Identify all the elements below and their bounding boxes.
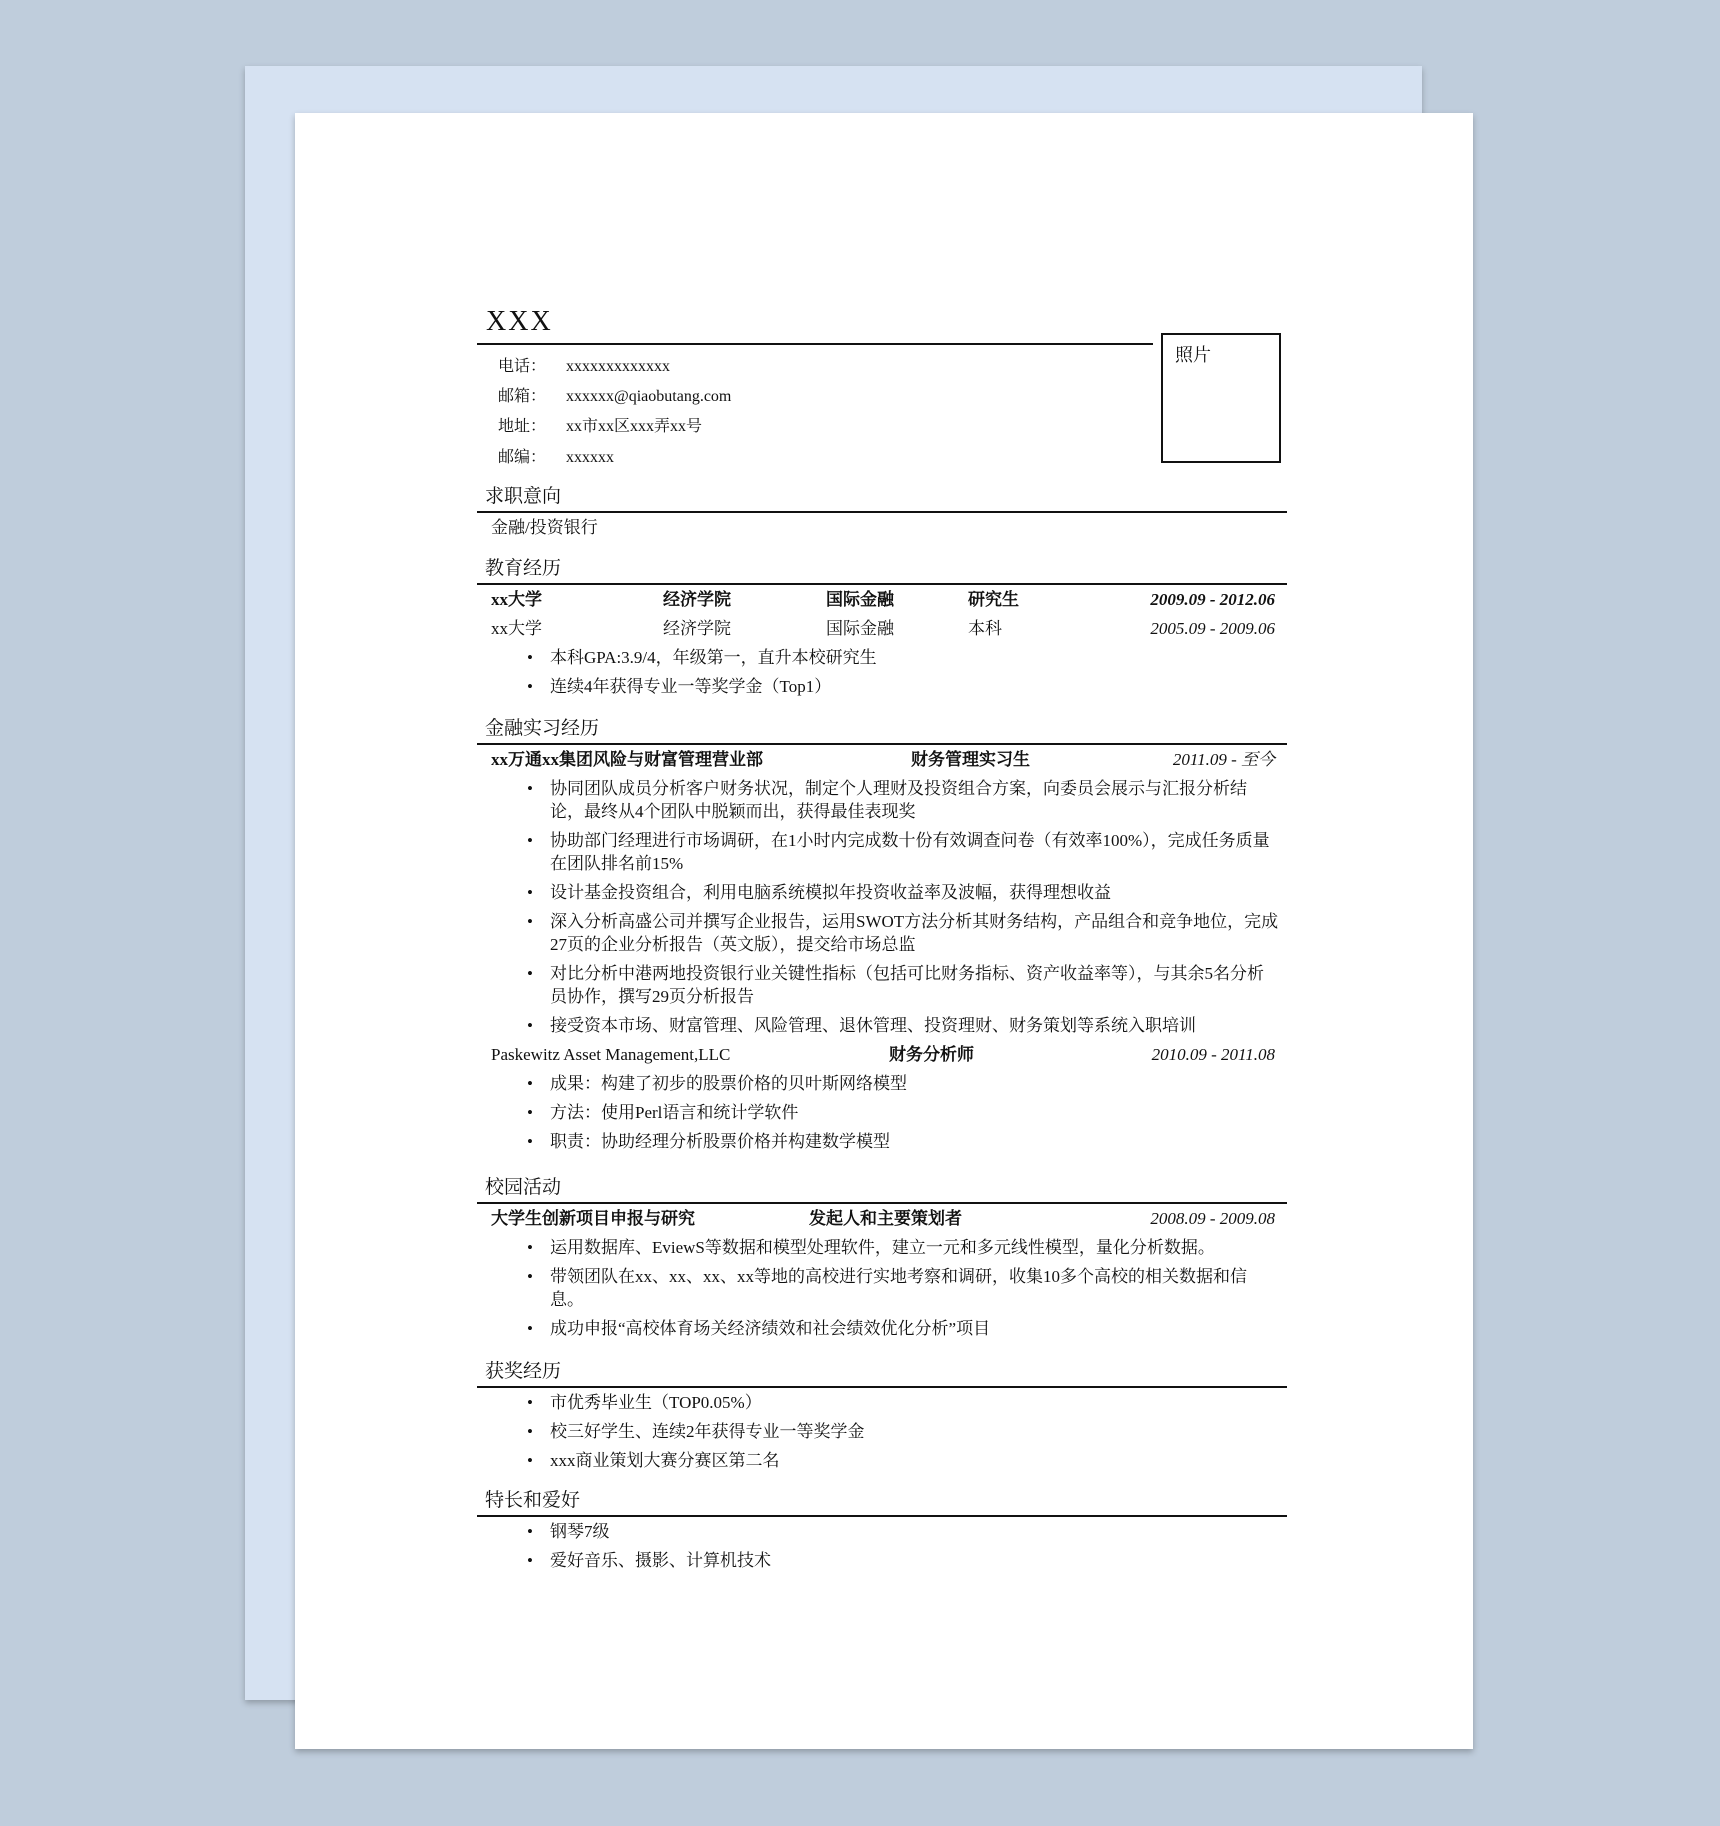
- list-item: [477, 1388, 1287, 1417]
- contact-label: 邮箱：: [498, 388, 547, 405]
- contact-value: xxxxxx: [566, 449, 614, 466]
- list-item: [477, 1517, 1287, 1546]
- item-text: 设计基金投资组合，利用电脑系统模拟年投资收益率及波幅，获得理想收益: [550, 883, 1111, 902]
- item-text: 方法：使用Perl语言和统计学软件: [550, 1103, 799, 1122]
- bullet-icon: •: [527, 1451, 533, 1470]
- list-item: [477, 672, 1287, 701]
- section-internships: [477, 714, 1287, 1156]
- contact-value: xx市xx区xxx弄xx号: [566, 418, 703, 435]
- date: 2011.09 - 至今: [1172, 750, 1275, 769]
- role: 发起人和主要策划者: [809, 1209, 962, 1228]
- list-item: [477, 878, 1287, 907]
- section-objective: [477, 482, 1287, 542]
- company: Paskewitz Asset Management,LLC: [491, 1045, 731, 1064]
- list-item: [477, 1262, 1287, 1314]
- degree: 研究生: [968, 590, 1019, 609]
- bullet-icon: •: [527, 1074, 533, 1093]
- contact-value: xxxxxx@qiaobutang.com: [566, 388, 732, 405]
- job-row: [477, 1040, 1287, 1069]
- job-row: [477, 745, 1287, 774]
- item-text: 职责：协助经理分析股票价格并构建数学模型: [550, 1132, 890, 1151]
- school: xx大学: [491, 590, 542, 609]
- bullet-icon: •: [527, 1422, 533, 1441]
- candidate-name: XXX: [486, 306, 553, 337]
- contact-label: 邮编：: [498, 449, 547, 466]
- section-heading: 金融实习经历: [477, 714, 1287, 745]
- section-heading: 获奖经历: [477, 1357, 1287, 1388]
- list-item: [477, 826, 1287, 878]
- section-heading: 特长和爱好: [477, 1486, 1287, 1517]
- bullet-icon: •: [527, 1319, 533, 1338]
- contact-zip: [498, 443, 614, 473]
- bullet-icon: •: [527, 1522, 533, 1541]
- college: 经济学院: [663, 590, 731, 609]
- item-text: 协同团队成员分析客户财务状况，制定个人理财及投资组合方案，向委员会展示与汇报分析结论，最终从4个团队中脱颖而出，获得最佳表现奖: [550, 779, 1247, 821]
- item-text: 爱好音乐、摄影、计算机技术: [550, 1551, 771, 1570]
- item-text: 成果：构建了初步的股票价格的贝叶斯网络模型: [550, 1074, 907, 1093]
- list-item: [477, 1098, 1287, 1127]
- job-bullets: [477, 774, 1287, 1040]
- date: 2005.09 - 2009.06: [1150, 619, 1275, 638]
- date: 2008.09 - 2009.08: [1150, 1209, 1275, 1228]
- list-item: [477, 1069, 1287, 1098]
- campus-bullets: [477, 1233, 1287, 1343]
- school: xx大学: [491, 619, 542, 638]
- list-item: [477, 643, 1287, 672]
- company: xx万通xx集团风险与财富管理营业部: [491, 750, 763, 769]
- college: 经济学院: [663, 619, 731, 638]
- item-text: 协助部门经理进行市场调研，在1小时内完成数十份有效调查问卷（有效率100%），完成任务质量在团队排名前15%: [550, 831, 1270, 873]
- item-text: 深入分析高盛公司并撰写企业报告，运用SWOT方法分析其财务结构，产品组合和竞争地位，完成27页的企业分析报告（英文版），提交给市场总监: [550, 912, 1279, 954]
- section-education: [477, 554, 1287, 701]
- bullet-icon: •: [527, 1132, 533, 1151]
- list-item: [477, 959, 1287, 1011]
- contact-value: xxxxxxxxxxxxx: [566, 358, 670, 375]
- contact-email: [498, 382, 731, 412]
- item-text: 带领团队在xx、xx、xx、xx等地的高校进行实地考察和调研，收集10多个高校的相关数据和信息。: [550, 1267, 1247, 1309]
- bullet-icon: •: [527, 1393, 533, 1412]
- objective-value: 金融/投资银行: [491, 518, 598, 537]
- contact-address: [498, 412, 702, 442]
- item-text: 连续4年获得专业一等奖学金（Top1）: [550, 677, 832, 696]
- hobbies-bullets: [477, 1517, 1287, 1575]
- education-row: [477, 614, 1287, 643]
- contact-label: 地址：: [498, 418, 547, 435]
- contact-label: 电话：: [498, 358, 547, 375]
- list-item: [477, 1127, 1287, 1156]
- bullet-icon: •: [527, 648, 533, 667]
- photo-placeholder: [1161, 333, 1281, 463]
- degree: 本科: [968, 619, 1002, 638]
- item-text: 运用数据库、EviewS等数据和模型处理软件，建立一元和多元线性模型，量化分析数据。: [550, 1238, 1215, 1257]
- list-item: [477, 1314, 1287, 1343]
- list-item: [477, 774, 1287, 826]
- role: 财务分析师: [889, 1045, 974, 1064]
- item-text: 校三好学生、连续2年获得专业一等奖学金: [550, 1422, 865, 1441]
- bullet-icon: •: [527, 1551, 533, 1570]
- bullet-icon: •: [527, 883, 533, 902]
- major: 国际金融: [826, 590, 894, 609]
- contact-phone: [498, 352, 670, 382]
- bullet-icon: •: [527, 779, 533, 798]
- section-awards: [477, 1357, 1287, 1475]
- item-text: 本科GPA:3.9/4，年级第一，直升本校研究生: [550, 648, 877, 667]
- bullet-icon: •: [527, 677, 533, 696]
- list-item: [477, 1417, 1287, 1446]
- section-campus: [477, 1173, 1287, 1343]
- bullet-icon: •: [527, 964, 533, 983]
- section-heading: 校园活动: [477, 1173, 1287, 1204]
- item-text: 接受资本市场、财富管理、风险管理、退休管理、投资理财、财务策划等系统入职培训: [550, 1016, 1196, 1035]
- bullet-icon: •: [527, 1016, 533, 1035]
- role: 财务管理实习生: [911, 750, 1030, 769]
- bullet-icon: •: [527, 1267, 533, 1286]
- list-item: [477, 1446, 1287, 1475]
- education-bullets: [477, 643, 1287, 701]
- item-text: 市优秀毕业生（TOP0.05%）: [550, 1393, 762, 1412]
- section-heading: 教育经历: [477, 554, 1287, 585]
- section-hobbies: [477, 1486, 1287, 1575]
- bullet-icon: •: [527, 831, 533, 850]
- photo-label: 照片: [1175, 345, 1211, 365]
- item-text: xxx商业策划大赛分赛区第二名: [550, 1451, 780, 1470]
- item-text: 成功申报“高校体育场关经济绩效和社会绩效优化分析”项目: [550, 1319, 991, 1338]
- name-divider: [477, 343, 1153, 345]
- section-heading: 求职意向: [477, 482, 1287, 513]
- bullet-icon: •: [527, 1238, 533, 1257]
- project: 大学生创新项目申报与研究: [491, 1209, 695, 1228]
- list-item: [477, 1546, 1287, 1575]
- list-item: [477, 1011, 1287, 1040]
- item-text: 对比分析中港两地投资银行业关键性指标（包括可比财务指标、资产收益率等），与其余5名分析员协作，撰写29页分析报告: [550, 964, 1264, 1006]
- list-item: [477, 907, 1287, 959]
- item-text: 钢琴7级: [550, 1522, 610, 1541]
- major: 国际金融: [826, 619, 894, 638]
- job-bullets: [477, 1069, 1287, 1156]
- date: 2009.09 - 2012.06: [1150, 590, 1275, 609]
- awards-bullets: [477, 1388, 1287, 1475]
- date: 2010.09 - 2011.08: [1151, 1045, 1275, 1064]
- list-item: [477, 1233, 1287, 1262]
- bullet-icon: •: [527, 912, 533, 931]
- education-row: [477, 585, 1287, 614]
- campus-row: [477, 1204, 1287, 1233]
- bullet-icon: •: [527, 1103, 533, 1122]
